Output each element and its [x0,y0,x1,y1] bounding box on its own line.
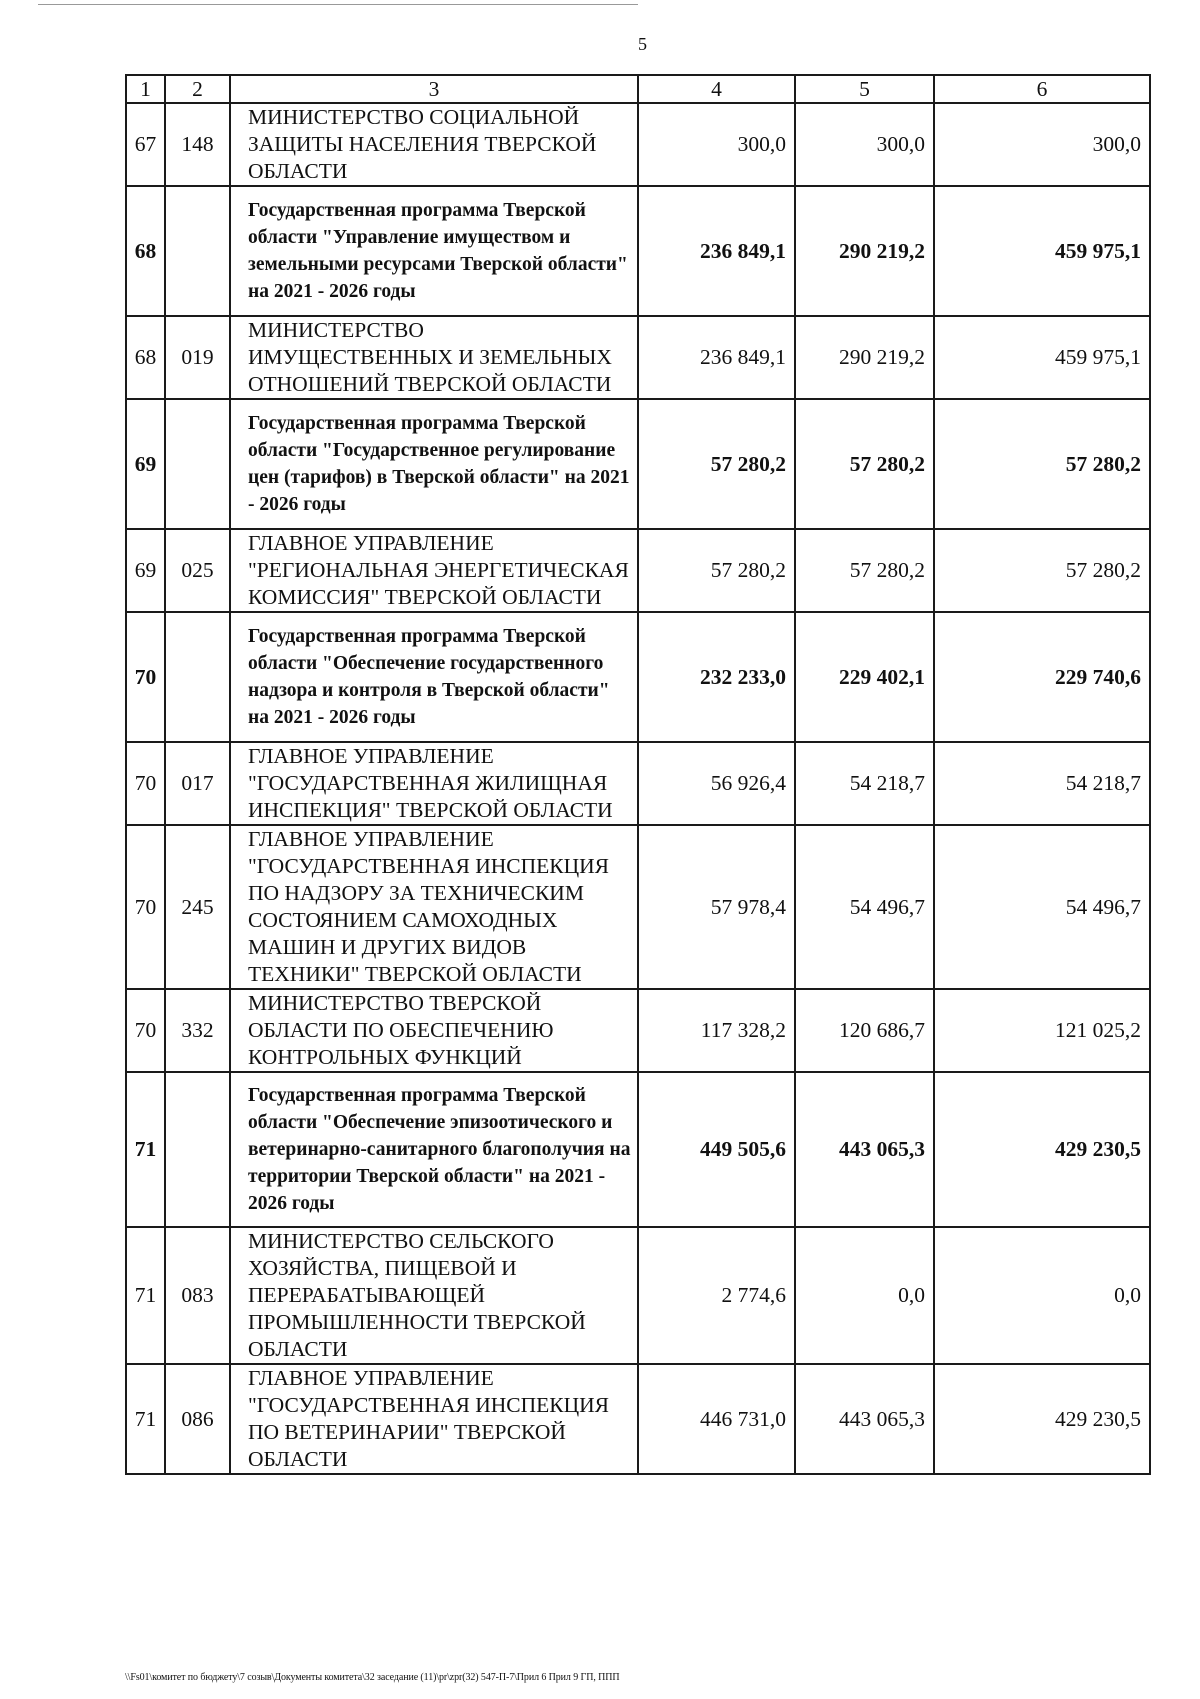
row-value-col5: 57 280,2 [795,529,934,612]
row-value-col5: 443 065,3 [795,1072,934,1227]
table-row [126,825,1150,989]
footer-file-path: \\Fs01\комитет по бюджету\7 созыв\Документы комитета\32 заседание (11)\pr\zpr(32) 547-П-7\Прил 6 Прил 9 ГП, ППП [125,1672,620,1683]
row-code: 245 [165,825,230,989]
col-header-4: 4 [638,75,795,103]
row-value-col5: 300,0 [795,103,934,186]
program-row [126,399,1150,529]
row-value-col4: 56 926,4 [638,742,795,825]
row-value-col6: 429 230,5 [934,1072,1150,1227]
row-code: 148 [165,103,230,186]
row-name: ГЛАВНОЕ УПРАВЛЕНИЕ "ГОСУДАРСТВЕННАЯ ЖИЛИЩНАЯ ИНСПЕКЦИЯ" ТВЕРСКОЙ ОБЛАСТИ [230,742,638,825]
col-header-6: 6 [934,75,1150,103]
row-value-col6: 459 975,1 [934,186,1150,316]
row-value-col4: 57 280,2 [638,529,795,612]
col-header-1: 1 [126,75,165,103]
table-row [126,529,1150,612]
row-name: Государственная программа Тверской области "Обеспечение эпизоотического и ветеринарно-санитарного благополучия на территории Тверской области" на 2021 - 2026 годы [230,1072,638,1227]
row-name: ГЛАВНОЕ УПРАВЛЕНИЕ "ГОСУДАРСТВЕННАЯ ИНСПЕКЦИЯ ПО ВЕТЕРИНАРИИ" ТВЕРСКОЙ ОБЛАСТИ [230,1364,638,1474]
header-row [126,75,1150,103]
program-row [126,1072,1150,1227]
row-value-col4: 232 233,0 [638,612,795,742]
row-name: Государственная программа Тверской области "Государственное регулирование цен (тарифов) в Тверской области" на 2021 - 2026 годы [230,399,638,529]
row-value-col6: 54 218,7 [934,742,1150,825]
table-row [126,103,1150,186]
row-code: 083 [165,1227,230,1364]
table-row [126,316,1150,399]
row-name: ГЛАВНОЕ УПРАВЛЕНИЕ "РЕГИОНАЛЬНАЯ ЭНЕРГЕТИЧЕСКАЯ КОМИССИЯ" ТВЕРСКОЙ ОБЛАСТИ [230,529,638,612]
row-name: МИНИСТЕРСТВО ИМУЩЕСТВЕННЫХ И ЗЕМЕЛЬНЫХ ОТНОШЕНИЙ ТВЕРСКОЙ ОБЛАСТИ [230,316,638,399]
row-name: Государственная программа Тверской области "Обеспечение государственного надзора и контроля в Тверской области" на 2021 - 2026 годы [230,612,638,742]
table-row [126,989,1150,1072]
table-row [126,1227,1150,1364]
row-value-col6: 57 280,2 [934,399,1150,529]
row-value-col5: 120 686,7 [795,989,934,1072]
row-code [165,1072,230,1227]
table-row [126,1364,1150,1474]
row-value-col5: 54 496,7 [795,825,934,989]
row-value-col5: 57 280,2 [795,399,934,529]
row-value-col4: 236 849,1 [638,316,795,399]
row-code: 019 [165,316,230,399]
row-value-col4: 300,0 [638,103,795,186]
row-value-col5: 290 219,2 [795,186,934,316]
row-number: 68 [126,316,165,399]
row-value-col6: 429 230,5 [934,1364,1150,1474]
top-rule [38,4,638,5]
row-code: 025 [165,529,230,612]
row-number: 68 [126,186,165,316]
row-number: 70 [126,612,165,742]
row-code: 086 [165,1364,230,1474]
row-value-col4: 446 731,0 [638,1364,795,1474]
row-name: МИНИСТЕРСТВО СОЦИАЛЬНОЙ ЗАЩИТЫ НАСЕЛЕНИЯ ТВЕРСКОЙ ОБЛАСТИ [230,103,638,186]
program-row [126,612,1150,742]
row-value-col6: 459 975,1 [934,316,1150,399]
row-value-col4: 2 774,6 [638,1227,795,1364]
row-name: Государственная программа Тверской области "Управление имуществом и земельными ресурсами Тверской области" на 2021 - 2026 годы [230,186,638,316]
row-value-col5: 290 219,2 [795,316,934,399]
row-number: 70 [126,742,165,825]
row-code: 332 [165,989,230,1072]
program-row [126,186,1150,316]
row-number: 67 [126,103,165,186]
row-number: 69 [126,529,165,612]
row-value-col5: 54 218,7 [795,742,934,825]
row-name: МИНИСТЕРСТВО СЕЛЬСКОГО ХОЗЯЙСТВА, ПИЩЕВОЙ И ПЕРЕРАБАТЫВАЮЩЕЙ ПРОМЫШЛЕННОСТИ ТВЕРСКОЙ ОБЛАСТИ [230,1227,638,1364]
row-name: ГЛАВНОЕ УПРАВЛЕНИЕ "ГОСУДАРСТВЕННАЯ ИНСПЕКЦИЯ ПО НАДЗОРУ ЗА ТЕХНИЧЕСКИМ СОСТОЯНИЕМ САМОХОДНЫХ МАШИН И ДРУГИХ ВИДОВ ТЕХНИКИ" ТВЕРСКОЙ ОБЛАСТИ [230,825,638,989]
row-value-col6: 54 496,7 [934,825,1150,989]
row-value-col5: 443 065,3 [795,1364,934,1474]
row-number: 70 [126,825,165,989]
row-number: 71 [126,1364,165,1474]
row-number: 69 [126,399,165,529]
row-value-col6: 229 740,6 [934,612,1150,742]
col-header-3: 3 [230,75,638,103]
row-value-col4: 57 978,4 [638,825,795,989]
page-number: 5 [638,34,647,54]
row-value-col4: 57 280,2 [638,399,795,529]
col-header-5: 5 [795,75,934,103]
row-code [165,612,230,742]
row-value-col6: 0,0 [934,1227,1150,1364]
row-value-col4: 236 849,1 [638,186,795,316]
row-number: 71 [126,1072,165,1227]
row-value-col5: 0,0 [795,1227,934,1364]
row-value-col6: 57 280,2 [934,529,1150,612]
table-row [126,742,1150,825]
row-value-col4: 449 505,6 [638,1072,795,1227]
row-code [165,399,230,529]
row-number: 70 [126,989,165,1072]
row-value-col6: 300,0 [934,103,1150,186]
row-value-col6: 121 025,2 [934,989,1150,1072]
row-value-col4: 117 328,2 [638,989,795,1072]
row-code [165,186,230,316]
row-number: 71 [126,1227,165,1364]
budget-table [125,74,1151,1475]
row-name: МИНИСТЕРСТВО ТВЕРСКОЙ ОБЛАСТИ ПО ОБЕСПЕЧЕНИЮ КОНТРОЛЬНЫХ ФУНКЦИЙ [230,989,638,1072]
row-value-col5: 229 402,1 [795,612,934,742]
col-header-2: 2 [165,75,230,103]
row-code: 017 [165,742,230,825]
